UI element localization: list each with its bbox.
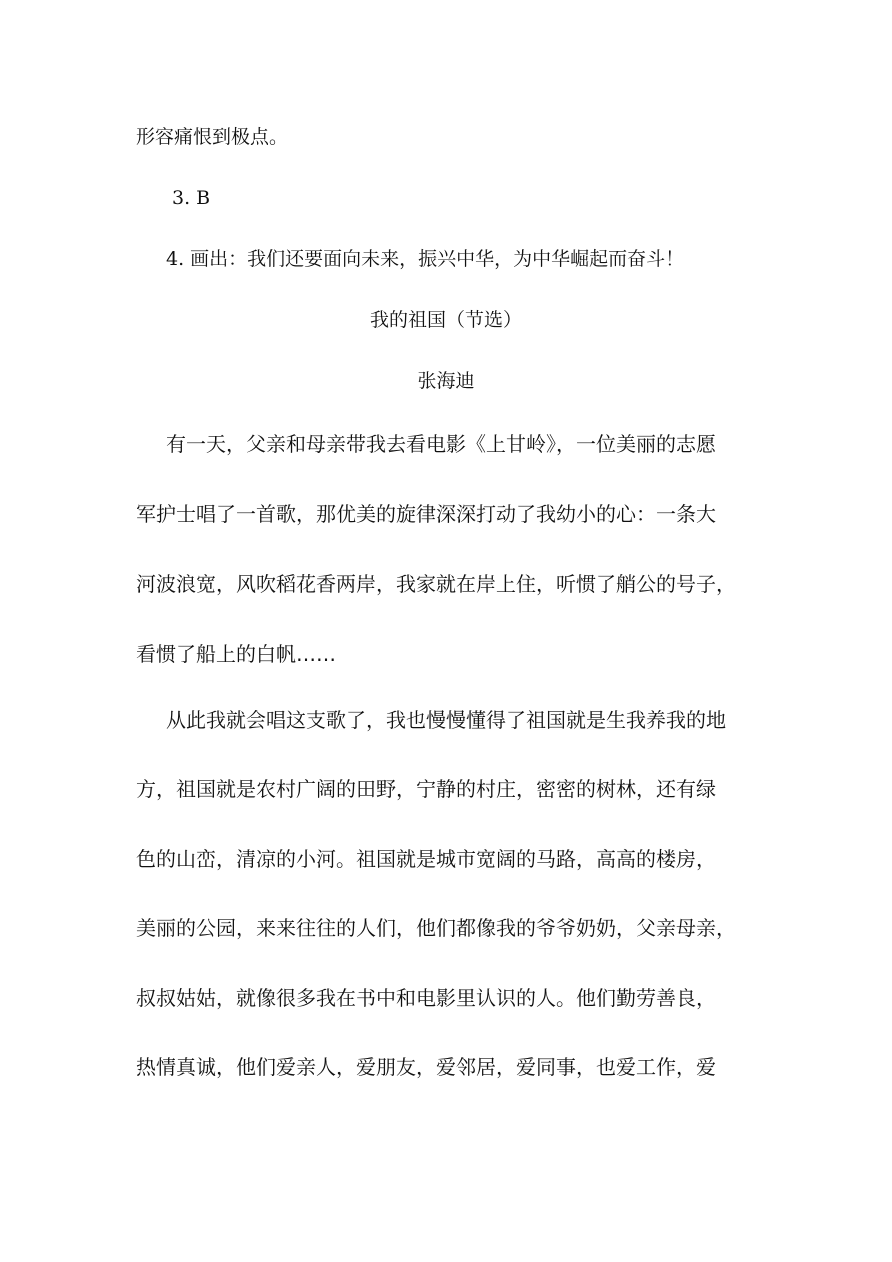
paragraph-1-line-1: 有一天，父亲和母亲带我去看电影《上甘岭》，一位美丽的志愿 — [166, 432, 716, 456]
paragraph-1-line-4: 看惯了船上的白帆…… — [136, 642, 336, 666]
article-title: 我的祖国（节选） — [369, 309, 522, 331]
paragraph-2-line-1: 从此我就会唱这支歌了，我也慢慢懂得了祖国就是生我养我的地 — [166, 708, 726, 732]
paragraph-2-line-3: 色的山峦，清凉的小河。祖国就是城市宽阔的马路，高高的楼房， — [136, 847, 716, 871]
paragraph-2-line-2: 方，祖国就是农村广阔的田野，宁静的村庄，密密的树林，还有绿 — [136, 777, 716, 801]
article-author: 张海迪 — [417, 370, 475, 392]
answer-q4: 4. 画出：我们还要面向未来，振兴中华，为中华崛起而奋斗！ — [166, 248, 685, 270]
paragraph-2-line-6: 热情真诚，他们爱亲人，爱朋友，爱邻居，爱同事，也爱工作，爱 — [136, 1055, 716, 1079]
paragraph-1-line-2: 军护士唱了一首歌，那优美的旋律深深打动了我幼小的心：一条大 — [136, 502, 716, 526]
paragraph-2-line-4: 美丽的公园，来来往往的人们，他们都像我的爷爷奶奶，父亲母亲， — [136, 916, 736, 940]
paragraph-1-line-3: 河波浪宽，风吹稻花香两岸，我家就在岸上住，听惯了艄公的号子， — [136, 572, 736, 596]
paragraph-2-line-5: 叔叔姑姑，就像很多我在书中和电影里认识的人。他们勤劳善良， — [136, 986, 716, 1010]
answer-continuation: 形容痛恨到极点。 — [136, 126, 289, 148]
answer-q3: 3. B — [172, 187, 211, 209]
